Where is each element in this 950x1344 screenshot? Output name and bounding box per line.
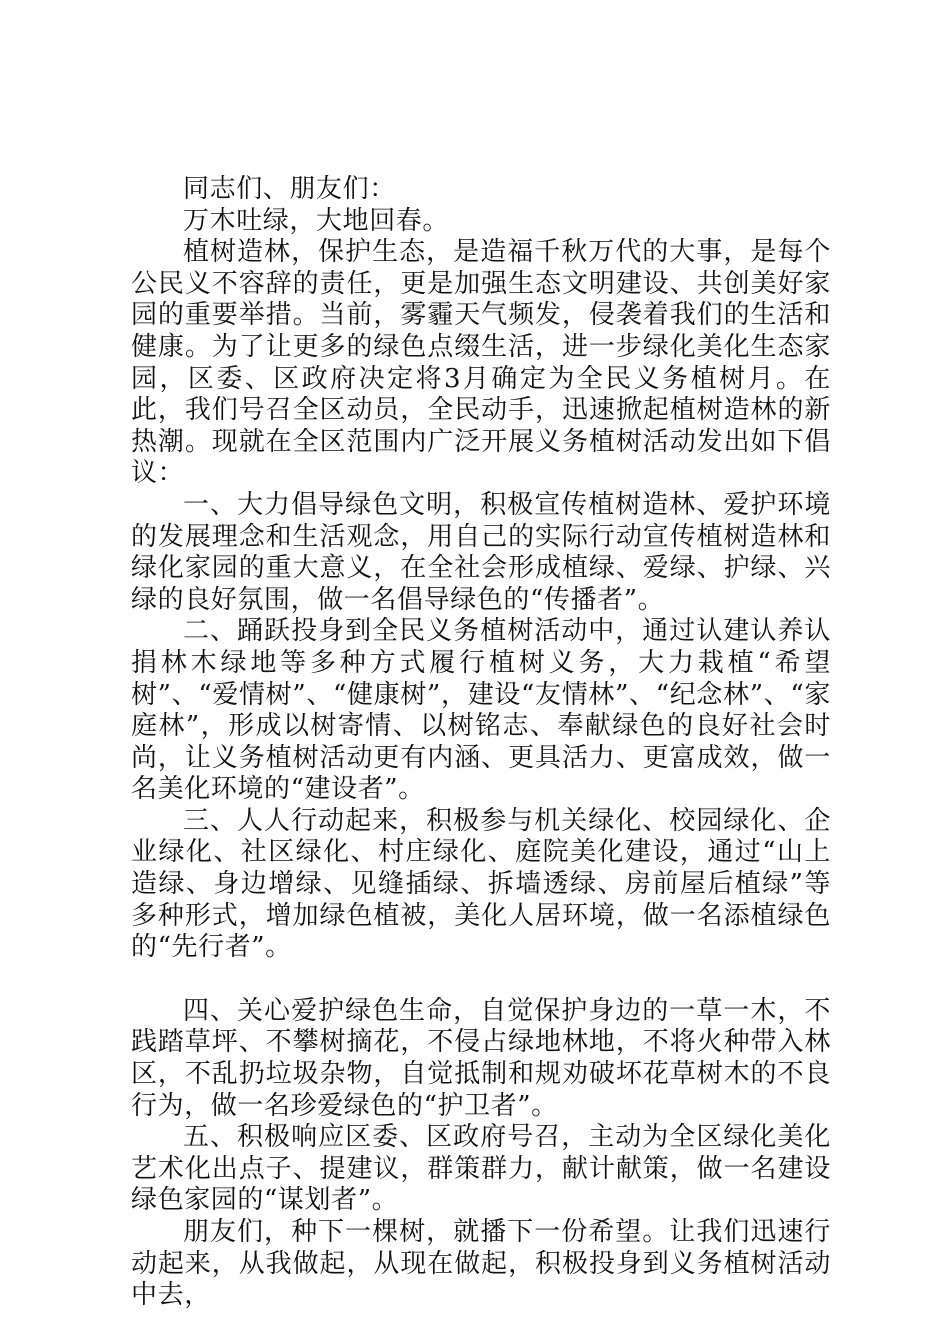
proposal-item-5: 五、积极响应区委、区政府号召，主动为全区绿化美化艺术化出点子、提建议，群策群力，献计献策，做一名建设绿色家园的“谋划者”。 xyxy=(131,1122,831,1216)
paragraph-gap xyxy=(131,964,831,996)
proposal-item-1: 一、大力倡导绿色文明，积极宣传植树造林、爱护环境的发展理念和生活观念，用自己的实际行动宣传植树造林和绿化家园的重大意义，在全社会形成植绿、爱绿、护绿、兴绿的良好氛围，做一名倡导绿色的“传播者”。 xyxy=(131,489,831,615)
document-body xyxy=(131,174,831,1312)
proposal-item-4: 四、关心爱护绿色生命，自觉保护身边的一草一木，不践踏草坪、不攀树摘花，不侵占绿地林地，不将火种带入林区，不乱扔垃圾杂物，自觉抵制和规劝破坏花草树木的不良行为，做一名珍爱绿色的“护卫者”。 xyxy=(131,995,831,1121)
opening-line: 万木吐绿，大地回春。 xyxy=(183,205,450,236)
intro-paragraph: 植树造林，保护生态，是造福千秋万代的大事，是每个公民义不容辞的责任，更是加强生态文明建设、共创美好家园的重要举措。当前，雾霾天气频发，侵袭着我们的生活和健康。为了让更多的绿色点缀生活，进一步绿化美化生态家园，区委、区政府决定将3月确定为全民义务植树月。在此，我们号召全区动员，全民动手，迅速掀起植树造林的新热潮。现就在全区范围内广泛开展义务植树活动发出如下倡议： xyxy=(131,237,831,489)
closing-paragraph: 朋友们，种下一棵树，就播下一份希望。让我们迅速行动起来，从我做起，从现在做起，积极投身到义务植树活动中去， xyxy=(131,1217,831,1311)
proposal-item-2: 二、踊跃投身到全民义务植树活动中，通过认建认养认捐林木绿地等多种方式履行植树义务，大力栽植“希望树”、“爱情树”、“健康树”，建设“友情林”、“纪念林”、“家庭林”，形成以树寄情、以树铭志、奉献绿色的良好社会时尚，让义务植树活动更有内涵、更具活力、更富成效，做一名美化环境的“建设者”。 xyxy=(131,616,831,805)
salutation: 同志们、朋友们： xyxy=(183,174,396,204)
proposal-item-3: 三、人人行动起来，积极参与机关绿化、校园绿化、企业绿化、社区绿化、村庄绿化、庭院美化建设，通过“山上造绿、身边增绿、见缝插绿、拆墙透绿、房前屋后植绿”等多种形式，增加绿色植被，美化人居环境，做一名添植绿色的“先行者”。 xyxy=(131,805,831,963)
